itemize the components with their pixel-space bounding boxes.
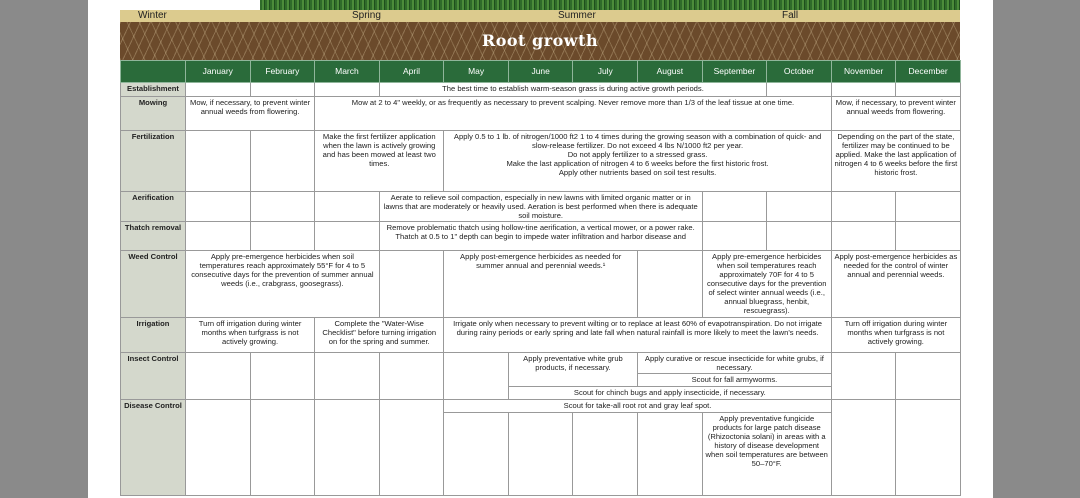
insect-grub-preventative: Apply preventative white grub products, if necessary. [508,353,637,387]
season-winter: Winter [138,10,167,21]
row-label: Establishment [121,83,186,97]
month-header: April [379,61,444,83]
irrigation-main: Irrigate only when necessary to prevent wilting or to replace at least 60% of evapotranspiration. Do not irrigate during rainy periods or early spring and late fall when natural rainfall is more likely to meet the lawn's needs. [444,318,831,353]
mowing-winter-start: Mow, if necessary, to prevent winter annual weeds from flowering. [186,97,315,131]
fertilization-main [444,131,831,192]
season-fall: Fall [782,10,799,21]
mowing-main: Mow at 2 to 4" weekly, or as frequently as necessary to prevent scalping. Never remove more than 1/3 of the leaf tissue at one time. [315,97,832,131]
irrigation-checklist: Complete the "Water-Wise Checklist" before turning irrigation on for the spring and summer. [315,318,444,353]
maintenance-calendar-table [120,60,961,496]
fertilization-main-2: Do not apply fertilizer to a stressed grass. [567,150,708,159]
month-header: October [767,61,832,83]
disease-scout: Scout for take-all root rot and gray leaf spot. [444,400,831,413]
fertilization-main-4: Apply other nutrients based on soil test results. [558,168,717,177]
fertilization-main-1: Apply 0.5 to 1 lb. of nitrogen/1000 ft2 1 to 4 times during the growing season with a combination of quick- and slow-release fertilizer. Do not exceed 4 lbs N/1000 ft2 per year. [453,132,822,150]
month-header: February [250,61,315,83]
row-label: Mowing [121,97,186,131]
season-band [120,10,960,22]
disease-fungicide: Apply preventative fungicide products for large patch disease (Rhizoctonia solani) in areas with a history of disease development when soil temperatures are between 50–70°F. [702,413,831,496]
row-weed-control [121,251,961,318]
row-label: Weed Control [121,251,186,318]
row-disease-control [121,400,961,413]
row-label: Aerification [121,192,186,222]
row-label: Irrigation [121,318,186,353]
weed-post-winter: Apply post-emergence herbicides as needed for the control of winter annual and perennial weeds. [831,251,960,318]
month-header: September [702,61,767,83]
row-fertilization [121,131,961,192]
month-header: June [508,61,573,83]
row-label: Fertilization [121,131,186,192]
row-irrigation [121,318,961,353]
insect-armyworms: Scout for fall armyworms. [638,374,832,387]
row-establishment [121,83,961,97]
insect-chinch-bugs: Scout for chinch bugs and apply insecticide, if necessary. [508,387,831,400]
month-header: January [186,61,251,83]
grass-illustration [260,0,960,10]
month-header: August [638,61,703,83]
fertilization-spring: Make the first fertilizer application when the lawn is actively growing and has been mowed at least two times. [315,131,444,192]
irrigation-winter-start: Turn off irrigation during winter months when turfgrass is not actively growing. [186,318,315,353]
establishment-text: The best time to establish warm-season grass is during active growth periods. [379,83,766,97]
season-spring: Spring [352,10,381,21]
month-header: March [315,61,380,83]
row-label: Disease Control [121,400,186,496]
month-header: May [444,61,509,83]
thatch-text: Remove problematic thatch using hollow-tine aerification, a vertical mower, or a power rake. Thatch at 0.5 to 1" depth can begin to impede water infiltration and harbor disease and [379,222,702,251]
month-header: July [573,61,638,83]
calendar-sheet [88,0,993,498]
row-label: Thatch removal [121,222,186,251]
season-summer: Summer [558,10,596,21]
month-header: December [896,61,961,83]
weed-pre-spring: Apply pre-emergence herbicides when soil temperatures reach approximately 55°F for 4 to 5 consecutive days for the prevention of summer annual weeds (i.e., crabgrass, goosegrass). [186,251,380,318]
fertilization-main-3: Make the last application of nitrogen 4 to 6 weeks before the first historic frost. [506,159,769,168]
mowing-winter-end: Mow, if necessary, to prevent winter annual weeds from flowering. [831,97,960,131]
fertilization-fall: Depending on the part of the state, fertilizer may be continued to be applied. Make the last application of nitrogen 4 to 6 weeks before the first historic frost. [831,131,960,192]
row-mowing [121,97,961,131]
month-header-row [121,61,961,83]
insect-grub-curative: Apply curative or rescue insecticide for white grubs, if necessary. [638,353,832,374]
row-thatch-removal [121,222,961,251]
row-aerification [121,192,961,222]
root-growth-band [120,22,960,60]
corner-cell [121,61,186,83]
weed-post-summer: Apply post-emergence herbicides as needed for summer annual and perennial weeds.¹ [444,251,638,318]
root-growth-title: Root growth [481,31,599,50]
row-insect-control [121,353,961,374]
row-label: Insect Control [121,353,186,400]
irrigation-winter-end: Turn off irrigation during winter months when turfgrass is not actively growing. [831,318,960,353]
weed-pre-fall: Apply pre-emergence herbicides when soil temperatures reach approximately 70F for 4 to 5 consecutive days for the prevention of select winter annual weeds (i.e., annual bluegrass, henbit, rescuegrass). [702,251,831,318]
month-header: November [831,61,896,83]
aerification-text: Aerate to relieve soil compaction, especially in new lawns with limited organic matter or in lawns that are moderately or heavily used. Aeration is best performed when there is adequate soil moisture. [379,192,702,222]
